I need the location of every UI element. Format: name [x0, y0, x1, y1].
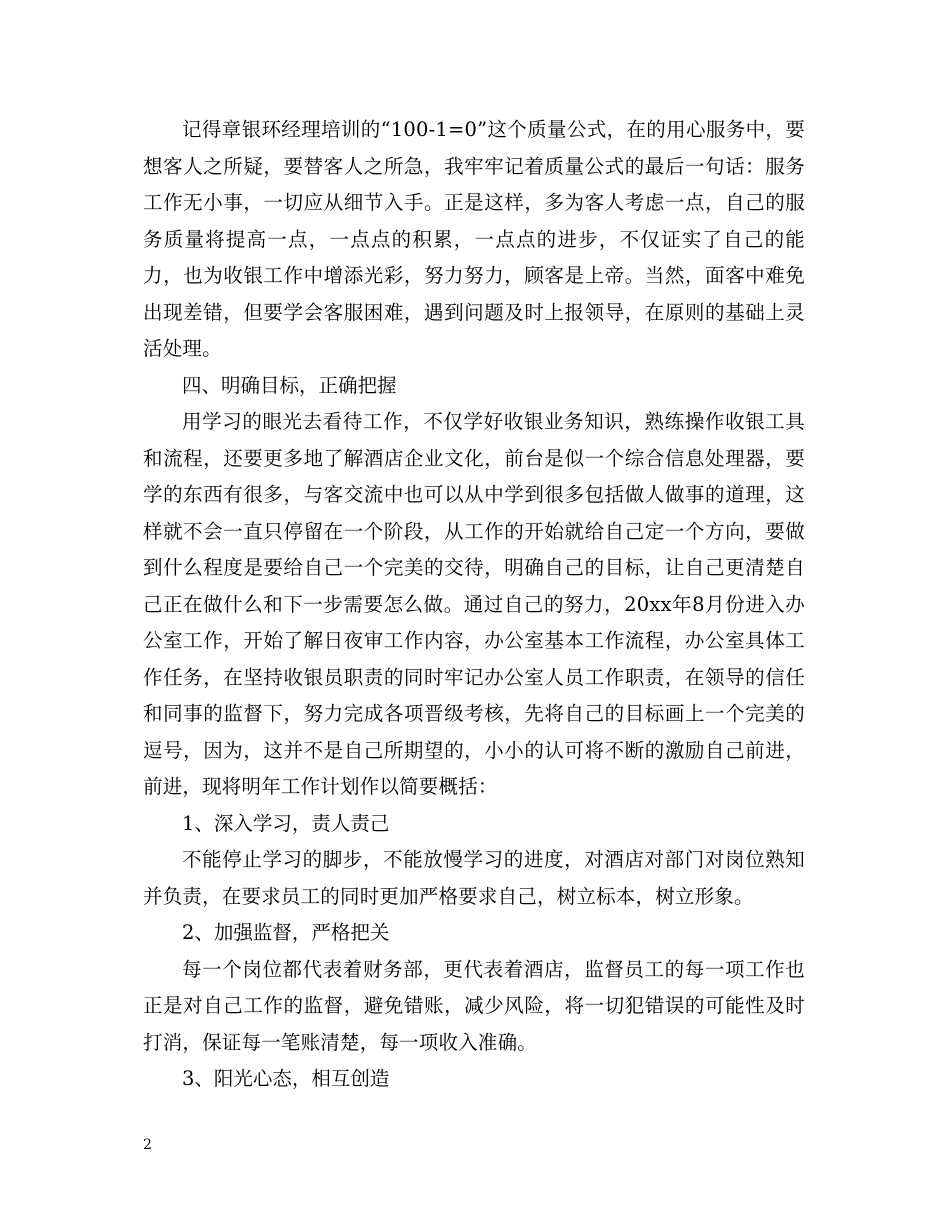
subheading-supervision: 2、加强监督，严格把关 — [182, 921, 390, 944]
paragraph-quality-formula: 记得章银环经理培训的“100-1=0”这个质量公式，在的用心服务中，要想客人之所疑，要替客人之所急，我牢牢记着质量公式的最后一句话：服务工作无小事，一切应从细节入手。正是这样，多为客人考虑一点，自己的服务质量将提高一点，一点点的积累，一点点的进步，不仅证实了自己的能力，也为收银工作中增添光彩，努力努力，顾客是上帝。当然，面客中难免出现差错，但要学会客服困难，遇到问题及时上报领导，在原则的基础上灵活处理。 — [143, 118, 805, 360]
page-number: 2 — [143, 1137, 152, 1153]
section-heading-goals: 四、明确目标，正确把握 — [182, 373, 397, 397]
subheading-deep-learning: 1、深入学习，责人责己 — [182, 811, 390, 835]
paragraph-supervision: 每一个岗位都代表着财务部，更代表着酒店，监督员工的每一项工作也正是对自己工作的监督，避免错账，减少风险，将一切犯错误的可能性及时打消，保证每一笔账清楚，每一项收入准确。 — [143, 957, 805, 1054]
document-body — [143, 112, 805, 1098]
paragraph-deep-learning: 不能停止学习的脚步，不能放慢学习的进度，对酒店对部门对岗位熟知并负责，在要求员工的同时更加严格要求自己，树立标本，树立形象。 — [143, 848, 805, 908]
paragraph-learning-goals: 用学习的眼光去看待工作，不仅学好收银业务知识，熟练操作收银工具和流程，还要更多地了解酒店企业文化，前台是似一个综合信息处理器，要学的东西有很多，与客交流中也可以从中学到很多包括做人做事的道理，这样就不会一直只停留在一个阶段，从工作的开始就给自己定一个方向，要做到什么程度是要给自己一个完美的交待，明确自己的目标，让自己更清楚自己正在做什么和下一步需要怎么做。通过自己的努力，20xx年8月份进入办公室工作，开始了解日夜审工作内容，办公室基本工作流程，办公室具体工作任务，在坚持收银员职责的同时牢记办公室人员工作职责，在领导的信任和同事的监督下，努力完成各项晋级考核，先将自己的目标画上一个完美的逗号，因为，这并不是自己所期望的，小小的认可将不断的激励自己前进，前进，现将明年工作计划作以简要概括： — [143, 410, 805, 798]
subheading-sunny-attitude: 3、阳光心态，相互创造 — [182, 1067, 390, 1090]
